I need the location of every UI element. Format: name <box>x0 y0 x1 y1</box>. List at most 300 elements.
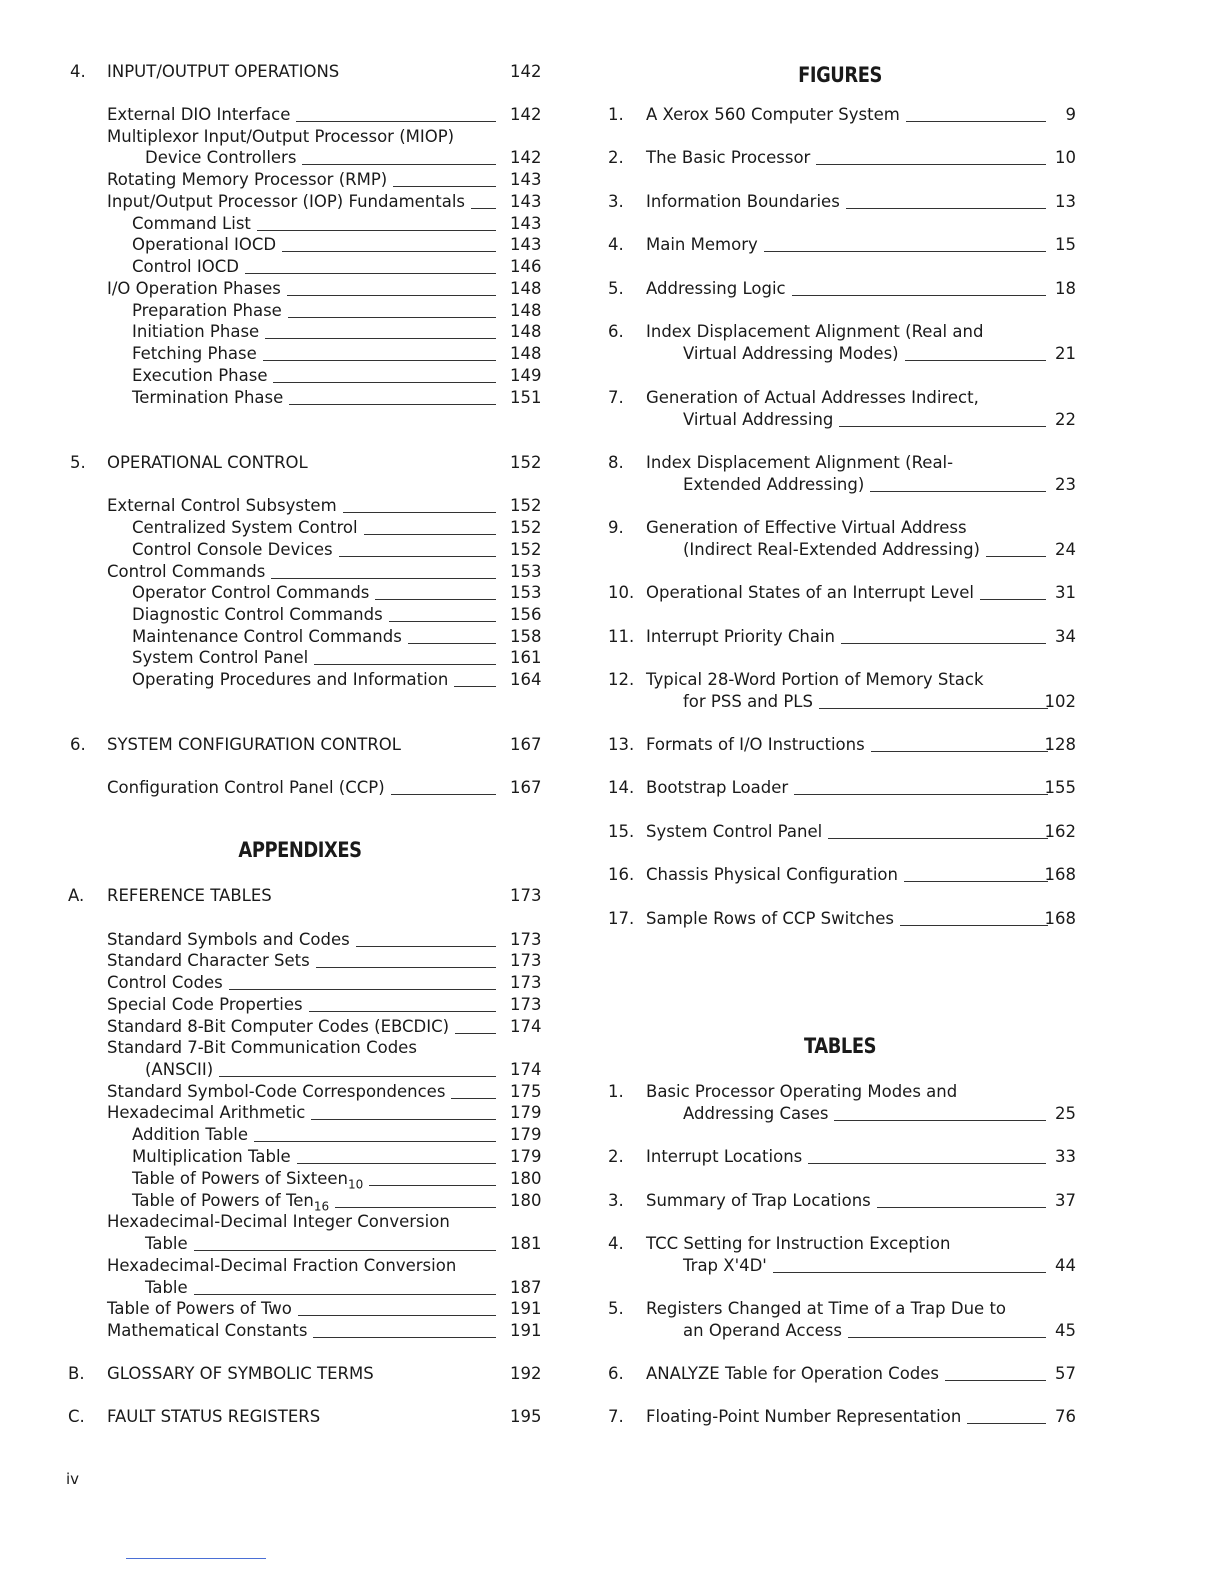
dot-leader <box>339 556 496 557</box>
entry-page: 191 <box>510 1321 542 1340</box>
dot-leader <box>967 1423 1046 1424</box>
entry-title: Typical 28-Word Portion of Memory Stack <box>646 670 984 689</box>
dot-leader <box>289 404 496 405</box>
entry-page: 158 <box>510 627 542 646</box>
dot-leader <box>391 794 496 795</box>
toc-entry <box>60 169 550 191</box>
dot-leader <box>343 512 496 513</box>
entry-page: 143 <box>510 170 542 189</box>
toc-entry <box>60 626 550 648</box>
table-entry-line <box>600 1081 1090 1103</box>
entry-title: Virtual Addressing <box>683 409 834 429</box>
appendixes-heading: APPENDIXES <box>238 838 362 862</box>
table-entry <box>600 1406 1090 1428</box>
appendix-letter: A. <box>68 886 85 905</box>
appendix-title: GLOSSARY OF SYMBOLIC TERMS <box>107 1364 374 1383</box>
entry-page: 102 <box>1044 691 1076 711</box>
toc-entry <box>60 1124 550 1146</box>
entry-page: 155 <box>1044 778 1076 797</box>
entry-page: 180 <box>510 1169 542 1188</box>
entry-title: External DIO Interface <box>107 105 291 124</box>
entry-page: 34 <box>1055 627 1076 646</box>
entry-page: 152 <box>510 518 542 537</box>
dot-leader <box>313 1337 496 1338</box>
entry-number: 11. <box>608 627 635 646</box>
entry-number: 3. <box>608 192 624 211</box>
entry-number: 15. <box>608 822 635 841</box>
dot-leader <box>904 881 1048 882</box>
dot-leader <box>287 295 496 296</box>
dot-leader <box>841 643 1046 644</box>
entry-title: Trap X'4D' <box>683 1255 767 1275</box>
dot-leader <box>792 295 1046 296</box>
entry-number: 3. <box>608 1191 624 1210</box>
entry-page: 76 <box>1055 1407 1076 1426</box>
section-page: 167 <box>510 735 542 754</box>
entry-title: Fetching Phase <box>132 344 257 363</box>
entry-title: (Indirect Real-Extended Addressing) <box>683 539 980 559</box>
dot-leader <box>848 1337 1046 1338</box>
entry-title: Sample Rows of CCP Switches <box>646 909 894 928</box>
entry-title: Addition Table <box>132 1125 249 1144</box>
page-number-footer: iv <box>66 1470 80 1488</box>
entry-number: 4. <box>608 1234 624 1253</box>
entry-title: Hexadecimal-Decimal Fraction Conversion <box>107 1256 457 1275</box>
toc-entry <box>60 994 550 1016</box>
figure-entry <box>600 539 1090 561</box>
toc-entry <box>60 365 550 387</box>
section-title: SYSTEM CONFIGURATION CONTROL <box>107 735 401 754</box>
entry-page: 57 <box>1055 1364 1076 1383</box>
entry-title: Standard Character Sets <box>107 951 310 970</box>
entry-title: Operational IOCD <box>132 235 277 254</box>
entry-title: Control Console Devices <box>132 540 333 559</box>
toc-entry <box>60 1233 550 1255</box>
figure-entry-line <box>600 452 1090 474</box>
entry-number: 17. <box>608 909 635 928</box>
entry-page: 21 <box>1055 343 1076 363</box>
dot-leader <box>265 338 496 339</box>
toc-entry <box>60 972 550 994</box>
dot-leader <box>282 251 496 252</box>
dot-leader <box>794 794 1048 795</box>
entry-page: 151 <box>510 388 542 407</box>
entry-page: 148 <box>510 301 542 320</box>
section-title: INPUT/OUTPUT OPERATIONS <box>107 62 340 81</box>
dot-leader <box>273 382 496 383</box>
dot-leader <box>454 686 496 687</box>
entry-title: Generation of Actual Addresses Indirect, <box>646 388 979 407</box>
dot-leader <box>364 534 496 535</box>
dot-leader <box>356 946 496 947</box>
entry-title: Virtual Addressing Modes) <box>683 343 899 363</box>
toc-entry <box>60 256 550 278</box>
entry-title: Table <box>145 1278 188 1297</box>
entry-page: 174 <box>510 1017 542 1036</box>
toc-entry <box>60 604 550 626</box>
dot-leader <box>297 1163 496 1164</box>
dot-leader <box>393 186 496 187</box>
entry-title: System Control Panel <box>132 648 309 667</box>
entry-page: 179 <box>510 1103 542 1122</box>
toc-entry <box>60 1320 550 1342</box>
table-entry <box>600 1103 1090 1125</box>
entry-title: Information Boundaries <box>646 192 840 211</box>
dot-leader <box>219 1076 496 1077</box>
dot-leader <box>905 360 1046 361</box>
toc-entry <box>60 1255 550 1277</box>
toc-entry <box>60 495 550 517</box>
entry-title: Extended Addressing) <box>683 474 865 494</box>
figure-entry-line <box>600 387 1090 409</box>
entry-number: 5. <box>608 1299 624 1318</box>
figure-entry <box>600 821 1090 843</box>
entry-title: Floating-Point Number Representation <box>646 1407 962 1426</box>
entry-page: 173 <box>510 973 542 992</box>
entry-title: I/O Operation Phases <box>107 279 281 298</box>
entry-page: 9 <box>1065 105 1076 124</box>
entry-title: Special Code Properties <box>107 995 303 1014</box>
toc-entry <box>60 1298 550 1320</box>
appendix-page: 173 <box>510 886 542 905</box>
dot-leader <box>773 1272 1046 1273</box>
entry-title-text: Table of Powers of Ten <box>132 1191 314 1210</box>
entry-title: Control IOCD <box>132 257 239 276</box>
entry-title: Chassis Physical Configuration <box>646 865 898 884</box>
figure-entry-line <box>600 669 1090 691</box>
entry-title: Interrupt Priority Chain <box>646 627 835 646</box>
toc-entry <box>60 191 550 213</box>
entry-page: 23 <box>1055 474 1076 494</box>
entry-title: Multiplication Table <box>132 1147 291 1166</box>
toc-entry <box>60 1059 550 1081</box>
entry-title: Operational States of an Interrupt Level <box>646 583 974 602</box>
entry-page: 180 <box>510 1191 542 1210</box>
entry-page: 167 <box>510 778 542 797</box>
entry-page: 173 <box>510 995 542 1014</box>
entry-title: an Operand Access <box>683 1320 842 1340</box>
dot-leader <box>471 208 496 209</box>
toc-entry <box>60 669 550 691</box>
entry-title: Multiplexor Input/Output Processor (MIOP) <box>107 127 455 146</box>
toc-entry <box>60 147 550 169</box>
entry-page: 187 <box>510 1278 542 1297</box>
toc-entry <box>60 647 550 669</box>
entry-title: Table of Powers of Two <box>107 1299 292 1318</box>
entry-title: Basic Processor Operating Modes and <box>646 1082 958 1101</box>
toc-entry <box>60 777 550 799</box>
figure-entry <box>600 734 1090 756</box>
entry-page: 191 <box>510 1299 542 1318</box>
toc-entry <box>60 213 550 235</box>
entry-number: 8. <box>608 453 624 472</box>
entry-number: 5. <box>608 279 624 298</box>
dot-leader <box>316 967 496 968</box>
section-title: OPERATIONAL CONTROL <box>107 453 308 472</box>
table-entry <box>600 1190 1090 1212</box>
entry-title: (ANSCII) <box>145 1060 214 1079</box>
entry-title: Interrupt Locations <box>646 1147 803 1166</box>
dot-leader <box>877 1207 1046 1208</box>
entry-page: 45 <box>1055 1320 1076 1340</box>
entry-title: Index Displacement Alignment (Real- <box>646 453 954 472</box>
scan-artifact-line <box>126 1558 266 1559</box>
entry-title: Input/Output Processor (IOP) Fundamentals <box>107 192 466 211</box>
entry-page: 44 <box>1055 1255 1076 1275</box>
figure-entry <box>600 582 1090 604</box>
entry-number: 10. <box>608 583 635 602</box>
entry-page: 22 <box>1055 409 1076 429</box>
table-entry <box>600 1255 1090 1277</box>
entry-subscript: 16 <box>313 1199 330 1214</box>
entry-title: ANALYZE Table for Operation Codes <box>646 1364 940 1383</box>
dot-leader <box>828 838 1048 839</box>
section-heading <box>60 734 550 756</box>
figures-heading: FIGURES <box>798 63 882 87</box>
entry-number: 12. <box>608 670 635 689</box>
toc-entry <box>60 561 550 583</box>
dot-leader <box>302 164 496 165</box>
figure-entry <box>600 278 1090 300</box>
dot-leader <box>257 230 496 231</box>
entry-page: 174 <box>510 1060 542 1079</box>
dot-leader <box>455 1033 496 1034</box>
toc-entry <box>60 104 550 126</box>
dot-leader <box>764 251 1046 252</box>
entry-title: Hexadecimal-Decimal Integer Conversion <box>107 1212 450 1231</box>
toc-entry <box>60 1168 550 1190</box>
entry-page: 24 <box>1055 539 1076 559</box>
dot-leader <box>808 1163 1046 1164</box>
entry-title: The Basic Processor <box>646 148 811 167</box>
entry-subscript: 10 <box>348 1177 364 1192</box>
dot-leader <box>229 989 496 990</box>
entry-page: 31 <box>1055 583 1076 602</box>
entry-title: Device Controllers <box>145 148 297 167</box>
entry-title: External Control Subsystem <box>107 496 337 515</box>
entry-title: Addressing Logic <box>646 279 786 298</box>
entry-page: 162 <box>1044 822 1076 841</box>
toc-entry <box>60 929 550 951</box>
entry-title: Centralized System Control <box>132 518 358 537</box>
table-entry <box>600 1363 1090 1385</box>
dot-leader <box>335 1207 496 1208</box>
toc-entry <box>60 1102 550 1124</box>
dot-leader <box>871 751 1048 752</box>
toc-entry <box>60 1277 550 1299</box>
entry-page: 173 <box>510 951 542 970</box>
entry-title: Bootstrap Loader <box>646 778 789 797</box>
figure-entry <box>600 191 1090 213</box>
toc-entry <box>60 1146 550 1168</box>
entry-title: Main Memory <box>646 235 758 254</box>
entry-page: 33 <box>1055 1147 1076 1166</box>
entry-title: Execution Phase <box>132 366 268 385</box>
entry-page: 10 <box>1055 148 1076 167</box>
figure-entry <box>600 864 1090 886</box>
entry-page: 25 <box>1055 1103 1076 1123</box>
entry-number: 1. <box>608 1082 624 1101</box>
dot-leader <box>369 1185 496 1186</box>
toc-entry <box>60 582 550 604</box>
appendix-title: REFERENCE TABLES <box>107 886 272 905</box>
dot-leader <box>263 360 496 361</box>
appendix-heading <box>60 885 550 907</box>
entry-title: System Control Panel <box>646 822 823 841</box>
dot-leader <box>906 121 1046 122</box>
entry-title: Termination Phase <box>132 388 284 407</box>
appendix-page: 195 <box>510 1407 542 1426</box>
entry-title: Index Displacement Alignment (Real and <box>646 322 984 341</box>
dot-leader <box>451 1098 496 1099</box>
entry-page: 146 <box>510 257 542 276</box>
entry-page: 148 <box>510 344 542 363</box>
dot-leader <box>245 273 496 274</box>
entry-number: 7. <box>608 1407 624 1426</box>
entry-title: Standard Symbols and Codes <box>107 930 350 949</box>
entry-page: 143 <box>510 192 542 211</box>
section-page: 152 <box>510 453 542 472</box>
toc-entry <box>60 1016 550 1038</box>
entry-title: TCC Setting for Instruction Exception <box>646 1234 951 1253</box>
toc-entry <box>60 539 550 561</box>
toc-entry <box>60 950 550 972</box>
table-entry <box>600 1320 1090 1342</box>
entry-title: Standard 8-Bit Computer Codes (EBCDIC) <box>107 1017 450 1036</box>
entry-title: Control Commands <box>107 562 266 581</box>
entry-page: 156 <box>510 605 542 624</box>
entry-title: Generation of Effective Virtual Address <box>646 518 967 537</box>
appendix-heading <box>60 1406 550 1428</box>
entry-number: 2. <box>608 1147 624 1166</box>
section-heading <box>60 452 550 474</box>
toc-entry <box>60 234 550 256</box>
figure-entry <box>600 777 1090 799</box>
entry-page: 15 <box>1055 235 1076 254</box>
figure-entry <box>600 104 1090 126</box>
appendix-page: 192 <box>510 1364 542 1383</box>
toc-entry <box>60 1081 550 1103</box>
dot-leader <box>980 599 1046 600</box>
entry-page: 13 <box>1055 192 1076 211</box>
entry-number: 14. <box>608 778 635 797</box>
entry-title: Maintenance Control Commands <box>132 627 402 646</box>
section-page: 142 <box>510 62 542 81</box>
entry-number: 6. <box>608 322 624 341</box>
dot-leader <box>194 1294 496 1295</box>
section-number: 6. <box>70 735 86 754</box>
entry-title: Table <box>145 1234 188 1253</box>
dot-leader <box>296 121 496 122</box>
entry-title: Configuration Control Panel (CCP) <box>107 778 385 797</box>
dot-leader <box>375 599 496 600</box>
dot-leader <box>194 1250 496 1251</box>
entry-page: 179 <box>510 1147 542 1166</box>
entry-page: 128 <box>1044 735 1076 754</box>
entry-title: Addressing Cases <box>683 1103 829 1123</box>
entry-title: for PSS and PLS <box>683 691 813 711</box>
table-entry <box>600 1146 1090 1168</box>
dot-leader <box>309 1011 496 1012</box>
entry-page: 37 <box>1055 1191 1076 1210</box>
appendix-heading <box>60 1363 550 1385</box>
dot-leader <box>945 1380 1046 1381</box>
figure-entry <box>600 626 1090 648</box>
tables-heading: TABLES <box>803 1034 877 1058</box>
entry-page: 143 <box>510 235 542 254</box>
section-heading <box>60 61 550 83</box>
dot-leader <box>900 925 1048 926</box>
entry-number: 13. <box>608 735 635 754</box>
table-entry-line <box>600 1298 1090 1320</box>
figure-entry <box>600 691 1090 713</box>
figure-entry <box>600 147 1090 169</box>
entry-page: 152 <box>510 496 542 515</box>
appendix-letter: C. <box>68 1407 85 1426</box>
entry-page: 149 <box>510 366 542 385</box>
entry-number: 6. <box>608 1364 624 1383</box>
entry-title: Initiation Phase <box>132 322 260 341</box>
dot-leader <box>408 643 496 644</box>
entry-title: Diagnostic Control Commands <box>132 605 383 624</box>
entry-title: Rotating Memory Processor (RMP) <box>107 170 388 189</box>
figure-entry <box>600 343 1090 365</box>
figure-entry <box>600 234 1090 256</box>
entry-page: 161 <box>510 648 542 667</box>
entry-title: Formats of I/O Instructions <box>646 735 865 754</box>
dot-leader <box>846 208 1046 209</box>
entry-page: 164 <box>510 670 542 689</box>
entry-number: 7. <box>608 388 624 407</box>
entry-page: 179 <box>510 1125 542 1144</box>
dot-leader <box>311 1119 496 1120</box>
entry-page: 152 <box>510 540 542 559</box>
entry-page: 142 <box>510 105 542 124</box>
entry-title-text: Table of Powers of Sixteen <box>132 1169 348 1188</box>
entry-title: Operator Control Commands <box>132 583 370 602</box>
toc-entry <box>60 343 550 365</box>
dot-leader <box>986 556 1046 557</box>
entry-title: Preparation Phase <box>132 301 282 320</box>
entry-title: Mathematical Constants <box>107 1321 308 1340</box>
entry-title: Hexadecimal Arithmetic <box>107 1103 306 1122</box>
entry-title: Operating Procedures and Information <box>132 670 449 689</box>
toc-entry <box>60 1211 550 1233</box>
dot-leader <box>288 317 496 318</box>
dot-leader <box>839 426 1046 427</box>
figure-entry <box>600 474 1090 496</box>
entry-page: 153 <box>510 562 542 581</box>
dot-leader <box>314 664 496 665</box>
entry-number: 1. <box>608 105 624 124</box>
toc-entry <box>60 387 550 409</box>
figure-entry-line <box>600 517 1090 539</box>
dot-leader <box>298 1315 496 1316</box>
entry-page: 173 <box>510 930 542 949</box>
toc-entry <box>60 278 550 300</box>
entry-title: Command List <box>132 214 251 233</box>
appendix-title: FAULT STATUS REGISTERS <box>107 1407 321 1426</box>
entry-page: 181 <box>510 1234 542 1253</box>
dot-leader <box>271 578 496 579</box>
entry-number: 4. <box>608 235 624 254</box>
entry-title: Standard 7-Bit Communication Codes <box>107 1038 417 1057</box>
entry-page: 142 <box>510 148 542 167</box>
dot-leader <box>254 1141 496 1142</box>
figure-entry <box>600 908 1090 930</box>
entry-number: 16. <box>608 865 635 884</box>
toc-entry <box>60 1037 550 1059</box>
